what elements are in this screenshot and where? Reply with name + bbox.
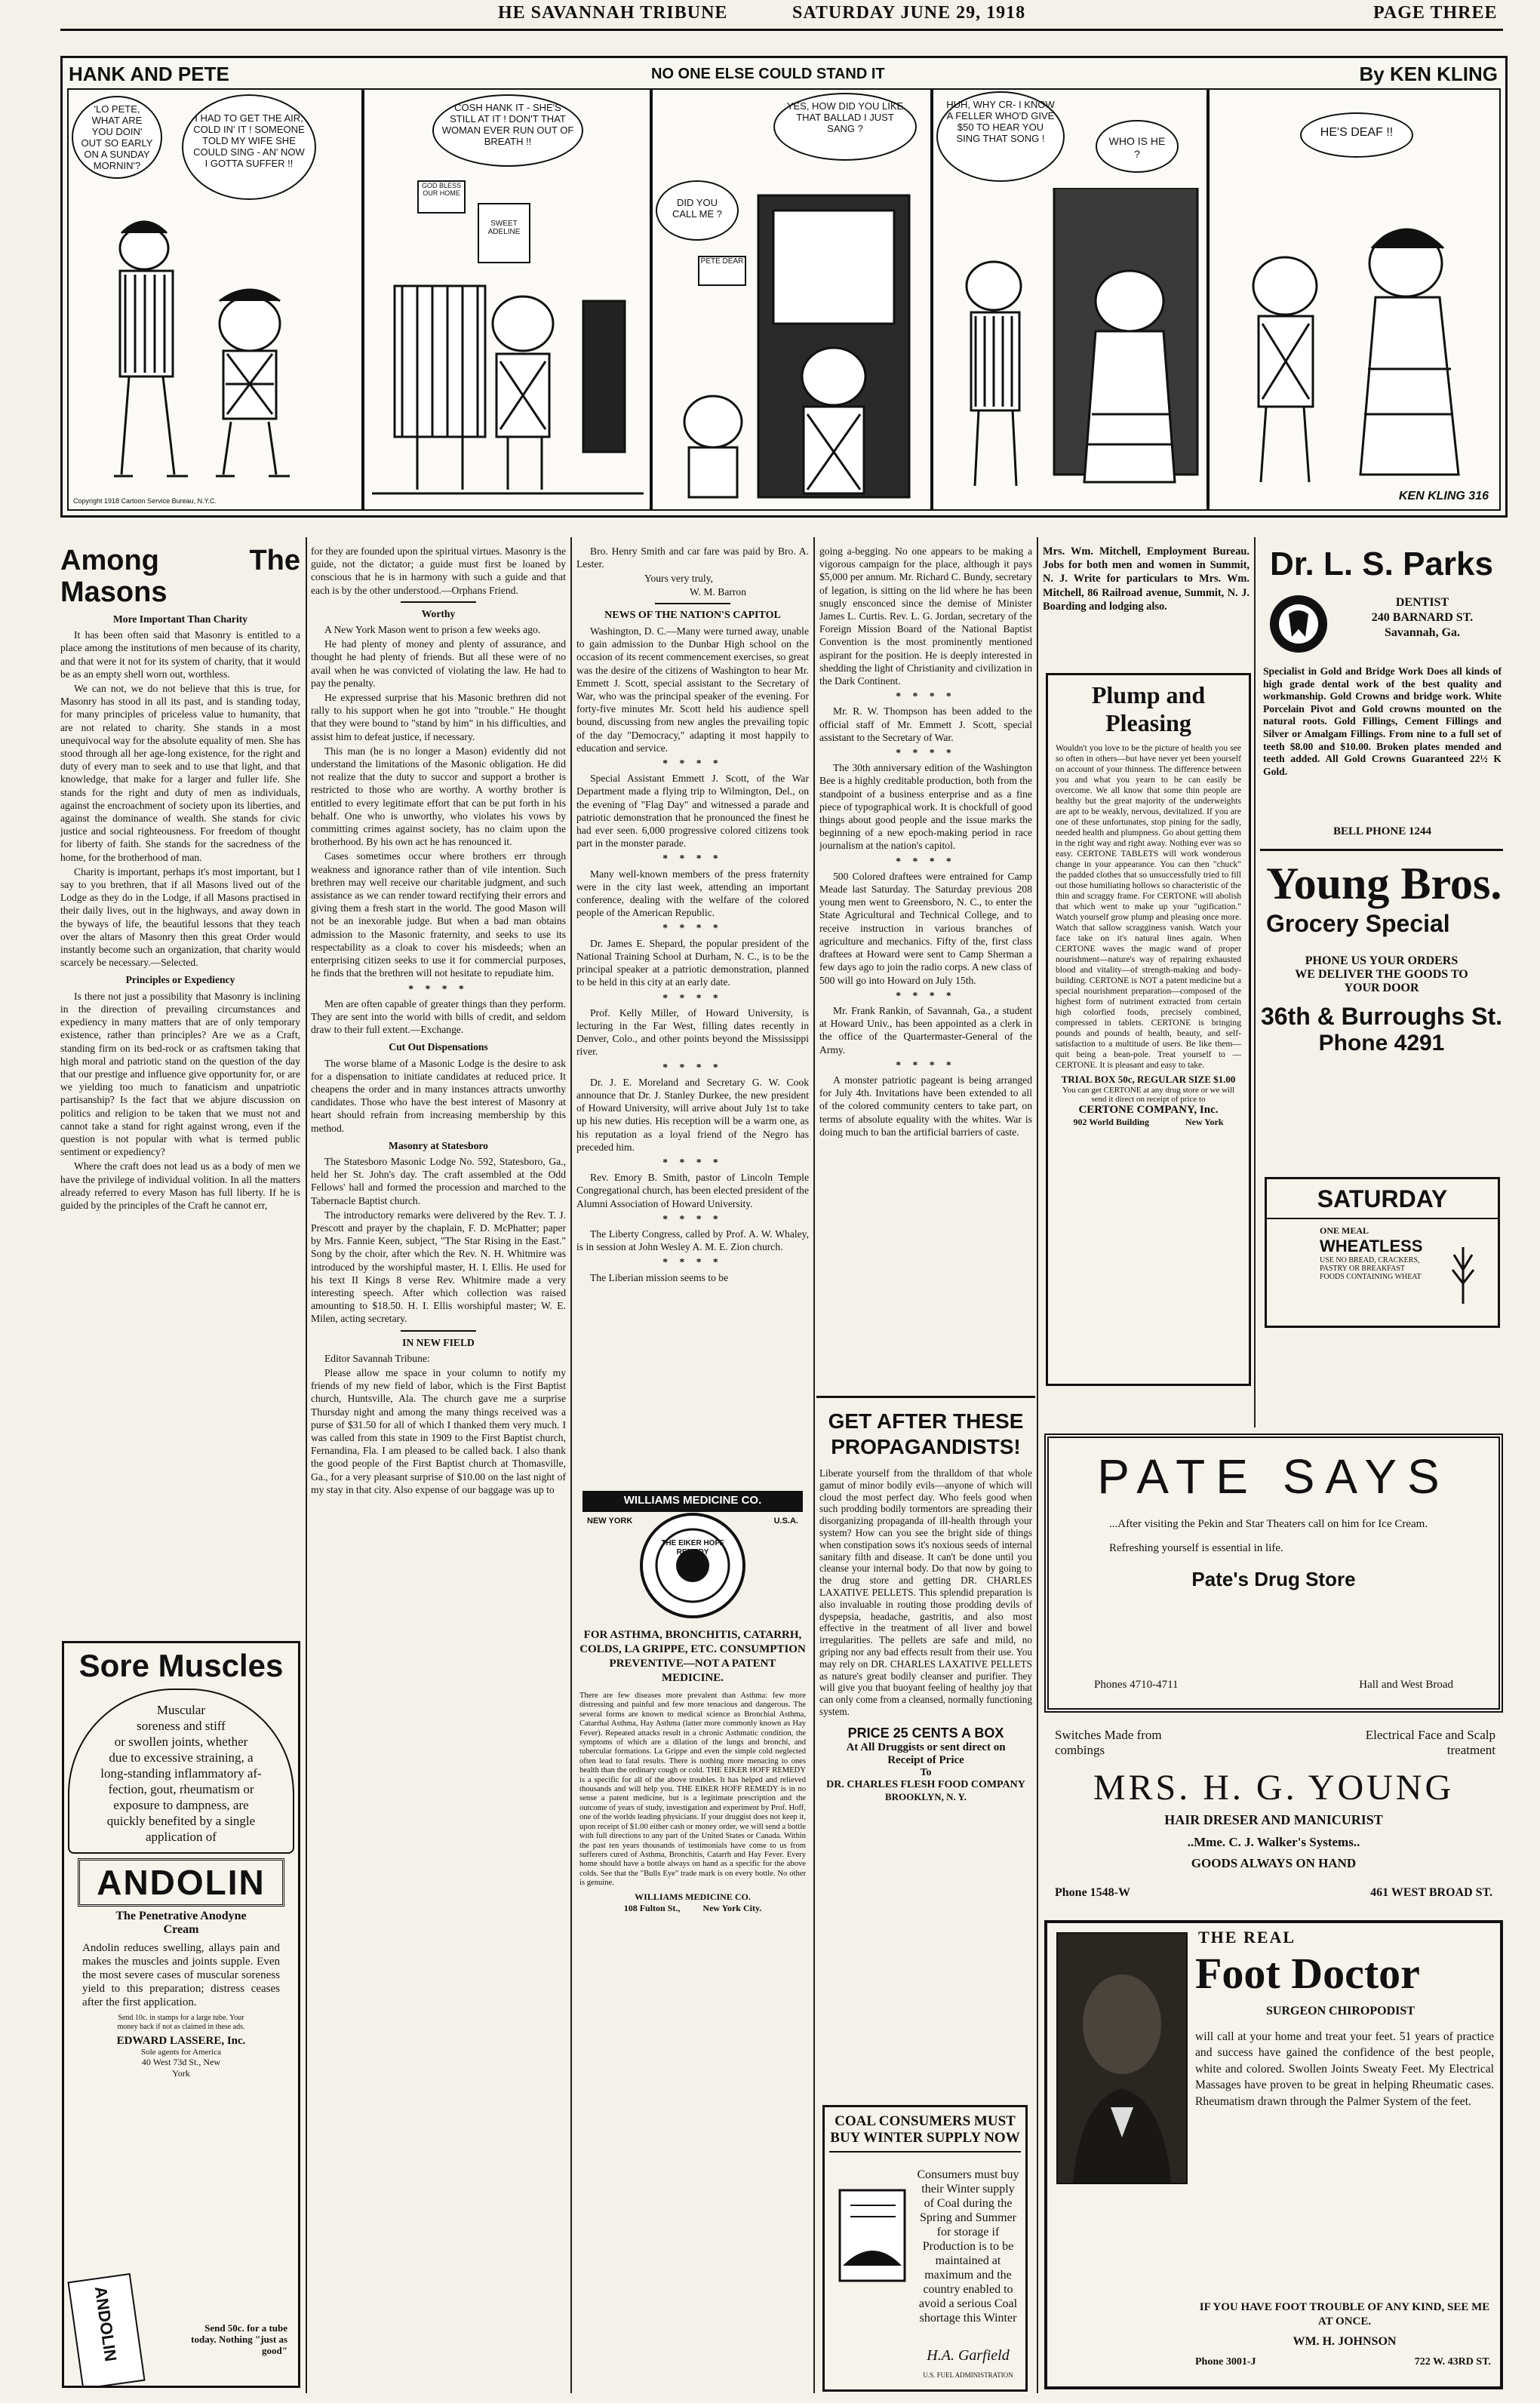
notice-text: Mrs. Wm. Mitchell, Employment Bureau. Jobs for both men and women in Summit, N. J. Write for particulars to Mrs. Wm. Mitchell, 86 Railroad avenue, Summit, N. J. Boarding and lodging also. [1043,545,1250,613]
article-paragraph: The 30th anniversary edition of the Washington Bee is a highly creditable production, both from the standpoint of a business enterprise and as a fine piece of typographical work. It is chockfull of good things about good people and the issue marks the beginning of a new epoch-making period in race journalism at the nation's capitol. [819,762,1032,852]
article-paragraph: Many well-known members of the press fraternity were in the city last week, attending an important conference, dealing with the welfare of the colored people of the American Republic. [576,868,809,919]
article-subhead: IN NEW FIELD [402,1336,475,1348]
comic-panel-5 [1208,88,1501,511]
ad-city: Savannah, Ga. [1384,626,1461,639]
ad-call-to-action: IF YOU HAVE FOOT TROUBLE OF ANY KIND, SEE ME AT ONCE. [1199,2301,1490,2328]
ad-address: 36th & Burroughs St. [1260,1003,1502,1030]
speech-bubble: YES, HOW DID YOU LIKE THAT BALLAD I JUST SANG ? [773,93,917,161]
ad-line: ONE MEAL [1320,1225,1369,1236]
article-paragraph: Where the craft does not lead us as a body of men we have the privilege of individual volition. In all the matters already referred to every Mason has full liberty. If he is guided by the principles of the Craft he cannot err, [60,1160,300,1211]
ad-address: 240 BARNARD ST. [1371,611,1474,624]
doctor-portrait [1056,1932,1188,2184]
ad-agents: Sole agents for America [141,2048,221,2057]
ad-headline: SATURDAY [1267,1185,1498,1219]
section-stars: * * * * [662,757,723,770]
article-paragraph: This man (he is no longer a Mason) evidently did not understand the limitations of the Masonic obligation. He did not realize that the duty to succor and support a brother is restricted to those who are worthy. A worthy brother is entitled to every legitimate effort that can be put forth in his behalf. One who is unworthy, who violates his vows by committing crimes against society, has no claim upon the brotherhood. By his own act he has renounced it. [311,745,566,848]
ad-body: ...After visiting the Pekin and Star Theaters call on him for Ice Cream. Refreshing yourself is essential in life. [1109,1518,1428,1554]
article-paragraph: It has been often said that Masonry is entitled to a place among the institutions of men because of its charity, and that were it not for its system of charity, that it would be as an empty shell worn out, worthless. [60,629,300,680]
speech-bubble: 'LO PETE, WHAT ARE YOU DOIN' OUT SO EARLY ON A SUNDAY MORNIN'? [72,96,162,179]
ad-line: YOUR DOOR [1344,982,1419,994]
ad-line: quickly benefited by a single [106,1814,256,1828]
ad-phone: Phone 1548-W [1055,1886,1130,1899]
ad-phones: Phones 4710-4711 [1094,1679,1179,1691]
ad-headline: PATE SAYS [1097,1449,1450,1504]
ad-headline: COAL CONSUMERS MUST BUY WINTER SUPPLY NOW [829,2113,1021,2153]
ad-system: ..Mme. C. J. Walker's Systems.. [1187,1835,1360,1849]
comic-subtitle: NO ONE ELSE COULD STAND IT [651,66,885,82]
ad-foot-doctor [1044,1920,1503,2389]
masonic-columns [311,545,566,2393]
article-subhead: Principles or Expediency [125,974,235,986]
speech-bubble: HE'S DEAF !! [1300,112,1413,158]
ad-signature: H.A. Garfield [927,2347,1010,2364]
divider [401,1330,476,1332]
ad-address: 902 World Building New York [1073,1117,1224,1127]
article-paragraph: We can not, we do not believe that this is true, for Masonry has stood in all its past, and is standing today, for many principles of priceless value to humanity, that are not related to charity. She stands in a most unequivocal way for the absolute equality of men. She has stood through all her age-long existence, for the right and duty of every man to seek and to use that light, and that knowledge, that make for a larger and fuller life. She stands for the right and duty of men as individuals, against the encroachment of society upon its liberties, and against the dominance of wealth. She stands for civic justice and social righteousness. For freedom of thought for liberty of faith. She stands for the sacredness of the home, for the brotherhood of man. [60,683,300,863]
article-headline: Among The Masons [60,545,300,608]
ad-headline: Young Bros. [1266,859,1502,908]
ad-body: Wouldn't you love to be the picture of health you see so often in others—but have never yet been yourself on account of your thinness. The difference between you and what you yearn to be can easily be overcome. We all know that some thin people are healthy but the great majority of the underweights are apt to be weakly, nervous, devitalized. If you are one of these unfortunates, stop pining for the sadly, needed health and plumpness. Go about getting them in the right way and right away. Nothing ever was so easy. CERTONE TABLETS will work wonderous change in your appearance. You can then "chuck" the padded clothes that so unsuccessfully tried to fill out those humiliating hollows so characteristic of the thin and scraggy frame. For CERTONE will abolish that which went to make up your "ugification." Watch yourself grow plump and pleasing once more. Watch that sallow scragginess vanish. Watch your face take on it's natural lines again. When CERTONE waves the magic wand of proper nourishment—nature's way of repairing exhausted blood and vitality—of strength-making and body-building. CERTONE is NOT a patent medicine but a special nourishment preparation—composed of the highest form of nutriment extracted from certain high colorfied foods, precisely combined, compressed in tablets. CERTONE is bringing pounds and pounds of health, beauty, and self-satisfaction to a multitude of users. Be like them—quit being a bean-pole. Treat yourself to —CERTONE. It is pleasant and easy to take. [1056,743,1241,1070]
ad-line: Muscular [156,1703,206,1717]
section-stars: * * * * [662,1256,723,1268]
article-subhead: More Important Than Charity [112,613,248,625]
ad-city: BROOKLYN, N. Y. [885,1790,967,1802]
ad-line: fection, gout, rheumatism or [108,1782,254,1796]
article-paragraph: A New York Mason went to prison a few weeks ago. [324,624,541,636]
speech-bubble: I HAD TO GET THE AIR, COLD IN' IT ! SOMEONE TOLD MY WIFE SHE COULD SING - AN' NOW I GOTTA SUFFER !! [182,94,316,200]
section-stars: * * * * [662,1156,723,1168]
article-paragraph: The worse blame of a Masonic Lodge is the desire to ask for a dispensation to initiate candidates at reduced price. It cheapens the order and in many instances attracts unworthy candidates. Those who have the best interest of Masonry at heart should refrain from increasing membership by this method. [311,1057,566,1134]
article-paragraph: Washington, D. C.—Many were turned away, unable to gain admission to the Dunbar High school on the occasion of its recent commencement exercises, so great was the desire of the citizens of Washington to hear Mr. Emmett J. Scott, special assistant to the Secretary of War, who was the principal speaker of the evening. For forty-five minutes Mr. Scott held his audience spell bound, discussing from new angles the prevailing topic of the day "Democracy," adapting it most happily to education and service. [576,625,809,754]
ad-laxative-pellets [816,1396,1035,2090]
section-stars: * * * * [408,982,469,994]
ad-company: DR. CHARLES FLESH FOOD COMPANY [826,1778,1025,1790]
speech-bubble: COSH HANK IT - SHE'S STILL AT IT ! DON'T THAT WOMAN EVER RUN OUT OF BREATH !! [432,94,583,167]
comic-panel-3 [651,88,932,511]
ad-line: USE NO BREAD, CRACKERS, PASTRY OR BREAKFAST FOODS CONTAINING WHEAT [1320,1256,1422,1281]
article-paragraph: Charity is important, perhaps it's most important, but I say to you brethren, that if all Masons lived out of the Lodge as they do in the Lodge, if all Masons practised in their daily lives, out in the highways, and away down in the byways of life, the beautiful lessons that they teach over the altars of Masonry then this great Order would instantly become such an organization, that charity would scarcely be necessary.—Selected. [60,865,300,969]
ad-phone: Phone 4291 [1318,1031,1445,1056]
conversation-drawing [941,188,1201,505]
seal-text: THE EIKER HOFF REMEDY [661,1539,724,1556]
ad-where: At All Druggists or sent direct on Receipt of Price [846,1741,1006,1766]
article-paragraph: He had plenty of money and plenty of assurance, and thought he had plenty of friends. But all these were of no avail when he was convicted of violating the law. He had to pay the penalty. [311,638,566,689]
sheet-music: SWEET ADELINE [478,203,530,263]
ad-headline: Dr. L. S. Parks [1270,545,1493,582]
ad-location: Hall and West Broad [1359,1679,1453,1691]
column-rule [570,537,572,2393]
section-stars: * * * * [662,853,723,865]
comic-copyright: Copyright 1918 Cartoon Service Bureau, N.Y.C. [73,497,217,505]
article-paragraph: The Liberty Congress, called by Prof. A. W. Whaley, is in session at John Wesley A. M. E. Zion church. [576,1228,809,1253]
ad-trial: TRIAL BOX 50c, REGULAR SIZE $1.00 [1061,1074,1236,1085]
ad-tagline: The Penetrative Anodyne Cream [115,1910,247,1936]
article-paragraph: Please allow me space in your column to notify my friends of my new field of labor, which is the First Baptist church, Huntsville, Ala. The church gave me a surprise Thursday night and among the many things received was a purse of $31.50 for all of which I thanked them very much. I was called from this state in 1909 to the First Baptist church, Fernandina, Fla. I am pleased to be called back. I also thank the good people of the First Baptist church at Thomasville, Ga., for a very pleasant surprise of $10.00 on the last night of my stay in that city. Also expense of our baggage was up to [311,1366,566,1495]
ad-company: EDWARD LASSERE, Inc. [116,2035,246,2047]
ad-right-note: Electrical Face and Scalp treatment [1365,1728,1495,1757]
ad-offer: Send 50c. for a tube today. Nothing "just as good" [191,2322,287,2356]
ad-left-note: Switches Made from combings [1055,1728,1162,1757]
article-paragraph: A monster patriotic pageant is being arranged for July 4th. Invitations have been extended to all of the colored community centers to take part, on terms of absolute equality with the whites. War is doing much to ban the artificial barriers of caste. [819,1074,1032,1138]
ad-pate-says [1044,1434,1503,1713]
section-stars: * * * * [896,989,956,1001]
ad-price: PRICE 25 CENTS A BOX [847,1725,1004,1741]
ad-address: 40 West 73d St., New York [141,2057,221,2079]
ad-phone: BELL PHONE 1244 [1333,825,1432,837]
ad-title: HAIR DRESER AND MANICURIST [1164,1812,1383,1827]
door-scene-drawing [660,180,924,505]
section-stars: * * * * [896,1059,956,1071]
ad-body: Specialist in Gold and Bridge Work Does all kinds of high grade dental work of the best quality and workmanship. Gold Crowns and bridge work. White Porcelain Pivot and Gold crowns mounted on the natural roots. Gold Fillings, Cement Fillings and Silver or Amalgam Fillings. From nine to a full set of teeth $8.00 and $10.00. Broken plates mended and teeth added. All Gold Crowns Guaranteed 22½ K Gold. [1263,665,1502,777]
speech-bubble: HUH, WHY CR- I KNOW A FELLER WHO'D GIVE $50 TO HEAR YOU SING THAT SONG ! [936,91,1065,182]
article-paragraph: Special Assistant Emmett J. Scott, of the War Department made a flying trip to Wilmington, Del., on the evening of "Flag Day" and witnessed a parade and patriotic demonstration that he pronounced the finest he had ever seen. 6,000 progressive colored citizens took part in the monster parade. [576,773,809,850]
ad-coal-consumers [822,2105,1028,2392]
ad-title: DENTIST [1395,596,1449,609]
article-paragraph: He expressed surprise that his Masonic brethren did not rally to his support when he got into "trouble." He thought that they were bound to "stand by him" in his difficulties, and assist him to defeat justice, if necessary. [311,692,566,742]
hank-and-pete-drawing [84,203,355,505]
article-paragraph: going a-begging. No one appears to be making a vigorous campaign for the place, although it pays $5,000 per annum. Mr. Richard C. Bundy, secretary of legation, is sitting on the lid where he has been snugly ensconced since the demise of Minister James L. Curtis. Rev. L. G. Jordan, secretary of the Foreign Mission Board of the National Baptist Convention is the most prominently mentioned aspirant for the position. He is deeply interested in shedding the light of Christianity and civilization in the Dark Continent. [819,545,1032,687]
ad-line: or swollen joints, whether [114,1735,248,1749]
ad-city: NEW YORK [587,1516,633,1526]
ad-line: application of [146,1830,217,1844]
news-of-the-capitol [576,545,809,1480]
section-stars: * * * * [896,690,956,702]
comic-byline: By KEN KLING [1359,63,1498,85]
ad-body: Liberate yourself from the thralldom of that whole gamut of minor bodily evils—anyone of which will cloud the most perfect day. Who feels good when such prodding bodily tormentors are spreading their disorganizing propaganda of ill-health through your system? How can you see the bright side of things when constipation sows it's noxious seeds of internal sanitary filth and disease. It can't be done until you cleanse your internal body. Do that now by going to the drug store and getting DR. CHARLES LAXATIVE PELLETS. This splendid preparation is also invaluable in routing those prodding devils of dyspepsia, headache, gastritis, and also most effective in the treatment of all liver and bowel irregularities. The pellets are safe and mild, no griping nor any bad effects result from their use. You may rely on DR. CHARLES LAXATIVE PELLETS as nature's great bodily cleanser and purifier. They will give you that buoyant feeling of healthy joy that can only come from a cleansed, normally functioning system. [819,1467,1032,1717]
page-number: PAGE THREE [1373,3,1498,23]
ad-line: PHONE US YOUR ORDERS [1305,954,1459,967]
ad-order: You can get CERTONE at any drug store or we will send it direct on receipt of price to [1062,1086,1235,1104]
article-paragraph: The Statesboro Masonic Lodge No. 592, Statesboro, Ga., held her St. John's day. The craft assembled at the Odd Fellows' hall and formed the procession and marched to the Tabernacle Baptist church. [311,1155,566,1206]
punchline-drawing [1217,173,1496,505]
ad-to: To [920,1766,932,1778]
column-rule [1254,537,1256,1427]
wall-sign: GOD BLESS OUR HOME [417,180,466,214]
article-subhead: Masonry at Statesboro [389,1139,488,1151]
ad-headline: MRS. H. G. YOUNG [1093,1768,1455,1808]
capitol-news-continued [819,545,1032,1390]
ad-rule [816,1396,1035,1398]
ad-footer-address: 108 Fulton St., New York City. [623,1902,762,1913]
ad-brand: ANDOLIN [78,1858,284,1907]
comic-panel-4 [932,88,1208,511]
comic-title: HANK AND PETE [69,63,229,85]
ad-oval [68,1689,294,1854]
ad-headline: Plump and Pleasing [1091,681,1206,736]
tube-label: ANDOLIN [91,2285,121,2363]
letter-closing: Yours very truly, [644,573,714,585]
coal-bin-icon [835,2175,911,2288]
ad-footer-company: WILLIAMS MEDICINE CO. [635,1891,751,1902]
section-stars: * * * * [896,855,956,867]
ad-headline: FOR ASTHMA, BRONCHITIS, CATARRH, COLDS, LA GRIPPE, ETC. CONSUMPTION PREVENTIVE—NOT A PATENT MEDICINE. [579,1629,806,1684]
article-paragraph: Dr. J. E. Moreland and Secretary G. W. Cook announce that Dr. J. Stanley Durkee, the new president of Howard University, will arrive about July 1st to take up his new duties. His reception will be a warm one, as his reputation as a loyal friend of the Negro has preceded him. [576,1076,809,1153]
comic-strip [60,56,1508,518]
article-paragraph: 500 Colored draftees were entrained for Camp Meade last Saturday. The Saturday previous 208 young men went to Greensboro, N. C., to enter the State Agricultural and Technical College, and to receive instruction in various branches of agriculture and mechanics. Fifty of the, first class draftees at Howard were sent to Camp Sherman a few days ago to join the radio corps. A new class of 500 will go into Howard on July 15th. [819,870,1032,986]
singing-scene-drawing [372,241,644,505]
ad-phone: Phone 3001-J [1195,2356,1256,2368]
ad-send-note: Send 10c. in stamps for a large tube. Your money back if not as claimed in these ads. [117,2014,245,2031]
ad-body: Consumers must buy their Winter supply of Coal during the Spring and Summer for storage if Production is to be maintained at maximum and the country enabled to avoid a serious Coal shortage this Winter [917,2168,1019,2325]
masthead [30,3,1509,26]
article-paragraph: Prof. Kelly Miller, of Howard University, is lecturing in the Far West, filling dates recently in Denver, Colo., and other points beyond the Mississippi river. [576,1006,809,1058]
article-paragraph: Mr. R. W. Thompson has been added to the official staff of Mr. Emmett J. Scott, special assistant to the Secretary of War. [819,705,1032,743]
article-paragraph: The introductory remarks were delivered by the Rev. T. J. Prescott and prayer by the chaplain, F. D. McPhatter; paper by Mrs. Fannie Keen, subject, "The Star Rising in the East." Song by the choir, after which the Rev. N. H. Whitmire was introduced by the worshipful master, H. I. Ellis. He used for his text II Kings 8 verse Rev. Whitmire made a very interesting speech. After which collection was raised amounting to $18.50. H. I. Ellis worshipful master; W. E. Milen, acting secretary. [311,1209,566,1325]
speech-bubble: DID YOU CALL ME ? [656,180,739,241]
ad-dr-parks-dentist [1260,545,1503,843]
article-paragraph: The Liberian mission seems to be [590,1271,729,1283]
ad-line: WE DELIVER THE GOODS TO [1295,968,1468,981]
article-paragraph: Bro. Henry Smith and car fare was paid by Bro. A. Lester. [576,545,809,570]
portrait-silhouette-icon [1058,1934,1186,2183]
ad-eiker-hoff-remedy [575,1486,810,2392]
article-paragraph: Is there not just a possibility that Masonry is inclining in the direction of prevailing circumstances and expediency in many matters that are of only temporary existence, rather than principles? Are we as a Craft, standing firm on its bed-rock or as craftsmen taking that high moral and patriotic stand on the question of the day that our prestige and influence give opportunity for, or are we yielding too much to fanaticism and unpatriotic partisanship? Is the fact that we abjure discussion on politics and religion to be taken that we must not and cannot take a stand for right against wrong, even if the question is not popular with what is termed public sentiment or expediency? [60,990,300,1158]
ad-company-banner: WILLIAMS MEDICINE CO. [623,1494,762,1507]
article-paragraph: for they are founded upon the spiritual virtues. Masonry is the guide, not the dictator; a guide must first be loaned by conscious that he is in harmony with such a guide and that each is by the other understood.—Orphans Friend. [311,545,566,596]
letter-signature: W. M. Barron [690,585,747,598]
section-stars: * * * * [662,991,723,1003]
ad-name: WM. H. JOHNSON [1293,2335,1397,2348]
article-subhead: Worthy [421,607,456,619]
ad-address: 722 W. 43RD ST. [1414,2356,1491,2368]
ad-line: long-standing inflammatory af- [100,1766,262,1781]
tooth-emblem-icon [1265,590,1333,658]
masthead-rule [60,29,1503,31]
article-paragraph: Cases sometimes occur where brothers err through weakness and ignorance rather than of vile intention. Such brethren may well receive our charitable judgment, and such assistance as we can render toward rectifying their errors and giving them a fresh start in the world. The good Mason will not be an inexorable judge. But when a bad man obtains admission to the Masonic fraternity, and seeks to use its respectability as a cloak to cover his misdeeds; when an enterprising citizen seeks to use it for commercial purposes, he finds that the brethren will not hesitate to repudiate him. [311,850,566,979]
employment-bureau-notice [1043,545,1250,665]
paper-name: HE SAVANNAH TRIBUNE [498,3,728,23]
ad-plump-and-pleasing [1046,673,1251,1386]
ad-country: U.S.A. [773,1516,798,1526]
comic-panel-2 [363,88,651,511]
article-paragraph: Mr. Frank Rankin, of Savannah, Ga., a student at Howard Univ., has been appointed as a clerk in the office of the Quartermaster-General of the Army. [819,1004,1032,1056]
column-rule [306,537,307,2393]
wheat-sheaf-icon [1440,1240,1486,1308]
artist-signature: KEN KLING 316 [1398,490,1489,502]
ad-store-name: Pate's Drug Store [1191,1568,1356,1590]
divider [655,603,730,604]
ad-sore-muscles [62,1641,300,2388]
ad-mrs-hg-young [1044,1722,1503,1910]
ad-line: exposure to dampness, are [113,1798,249,1812]
ad-young-bros-grocery [1260,849,1503,1166]
section-stars: * * * * [662,1212,723,1225]
ad-subhead: SURGEON CHIROPODIST [1266,2005,1415,2017]
article-among-the-masons [60,545,300,1631]
issue-date: SATURDAY JUNE 29, 1918 [792,3,1026,23]
article-headline: NEWS OF THE NATION'S CAPITOL [604,609,781,621]
section-stars: * * * * [662,922,723,934]
ad-body: will call at your home and treat your feet. 51 years of practice and success have gained the confidence of the best people, white and colored. Swollen Joints Sweaty Feet. My Electrical Massages have proven to be great in helping Rheumatic cases. Rheumatism drawn through the Palmer System of the feet. [1195,2030,1494,2108]
ad-line: soreness and stiff [137,1719,226,1733]
ad-headline: Sore Muscles [78,1648,284,1683]
tube-illustration [67,2273,145,2388]
article-paragraph: Men are often capable of greater things than they perform. They are sent into the world with bills of credit, and seldom draw to their full extent.—Exchange. [311,997,566,1036]
section-stars: * * * * [896,747,956,759]
ad-body: There are few diseases more prevalent than Asthma: few more distressing and painful and few more tenacious and dangerous. The several forms are known to medical science as Bronchial Asthma, Catarrhal Asthma, Hay Asthma (latter more commonly known as Hay Fever). Repeated attacks result in a chronic Asthmatic condition, the symptoms of which are a dilation of the lungs and bronchi, and tubercular formations. La Grippe and even the simple cold neglected often lead to fatal results. There is nothing more menacing to ones health than the ordinary cough or cold. THE EIKER HOFF REMEDY is a specific for all of the above troubles. It has helped and relieved thousands and will help you. THE EIKER HOFF REMEDY is in no sense a patent medicine, but is a legitimate prescription and the outcome of years of study, investigation and experiment by Prof. Hoff, one of the worlds leading physicians. If your druggist does not keep it, upon receipt of $1.00 either cash or money order, we will send a bottle with full directions to any part of the United States or Canada. Within the past ten years thousands of testimonials have come to us from sufferers cured of Asthma, Bronchitis, Catarrh and Hay Fever. Every home should have a bottle always on hand as a specific for the above colds. See that the "Bulls Eye" trade mark is on every bottle. No other is genuine. [579,1692,806,1888]
ad-company: CERTONE COMPANY, Inc. [1078,1104,1219,1116]
ad-saturday-wheatless [1265,1177,1500,1328]
ad-headline: Foot Doctor [1195,1949,1420,1998]
ad-footer: U.S. FUEL ADMINISTRATION [923,2371,1013,2379]
column-rule [1037,537,1038,2393]
ad-address: 461 WEST BROAD ST. [1370,1886,1492,1899]
ad-body: Andolin reduces swelling, allays pain and makes the muscles and joints supple. Even the most severe cases of muscular soreness yield to this preparation; distress ceases after the first application. [82,1942,280,2008]
ad-line: due to excessive straining, a [109,1750,254,1765]
speech-bubble: WHO IS HE ? [1096,120,1179,173]
article-paragraph: Editor Savannah Tribune: [324,1352,430,1364]
ad-kicker: THE REAL [1198,1928,1296,1947]
article-paragraph: Rev. Emory B. Smith, pastor of Lincoln Temple Congregational church, has been elected president of the Alumni Association of Howard University. [576,1172,809,1209]
divider [401,601,476,603]
ad-rule [1260,849,1503,851]
ad-headline: GET AFTER THESE PROPAGANDISTS! [828,1409,1024,1458]
comic-panel-1 [67,88,363,511]
ad-goods: GOODS ALWAYS ON HAND [1191,1856,1357,1870]
ad-subhead: Grocery Special [1266,910,1450,937]
section-stars: * * * * [662,1061,723,1073]
column-rule [813,537,815,2393]
article-subhead: Cut Out Dispensations [389,1041,488,1053]
wall-sign: PETE DEAR [698,256,746,286]
article-paragraph: Dr. James E. Shepard, the popular president of the National Training School at Durham, N. C., is to be the principal speaker at a patriotic demonstration, planned to be held in this city at an early date. [576,937,809,988]
ad-line: WHEATLESS [1320,1237,1423,1255]
